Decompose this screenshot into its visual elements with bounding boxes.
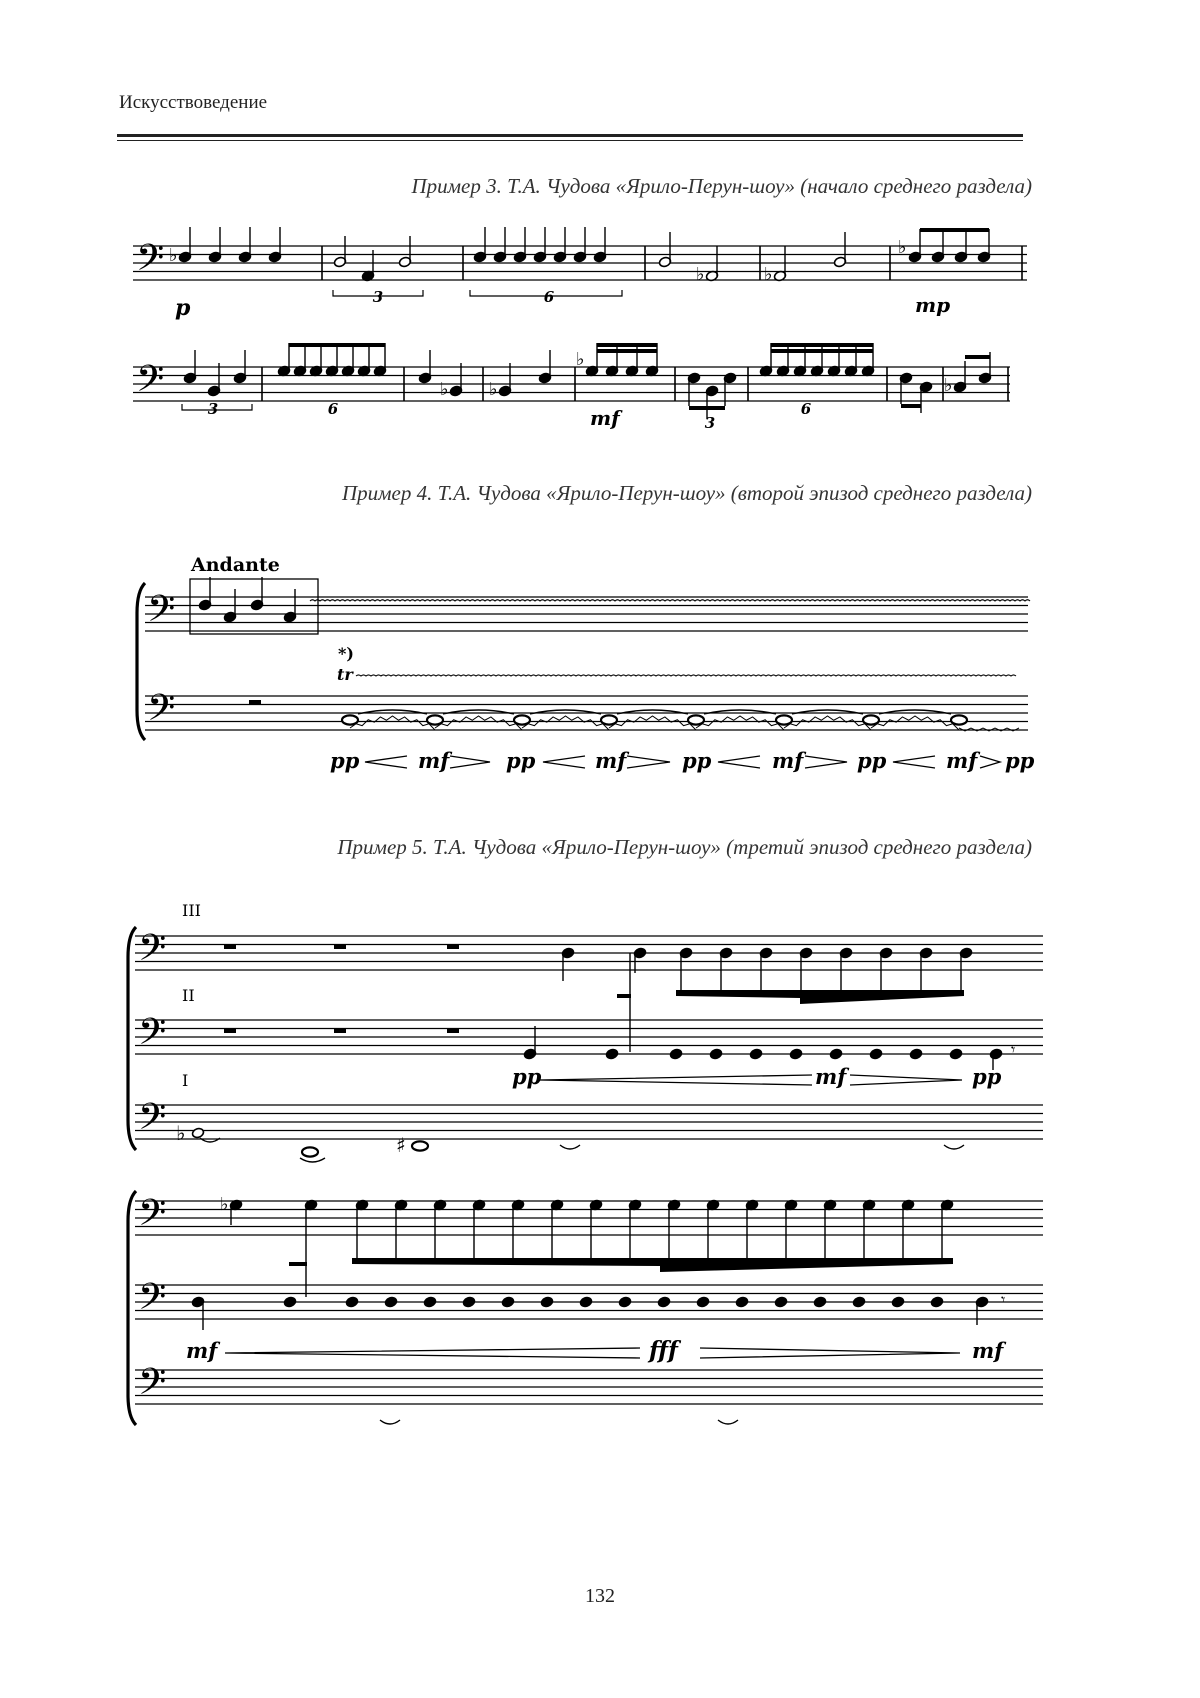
- glissando-line: [784, 716, 871, 730]
- decrescendo-hairpin: [450, 756, 490, 768]
- dynamic-marking: pp: [1005, 748, 1035, 773]
- tuplet-number: 3: [372, 288, 384, 306]
- bass-clef-icon: 𝄢: [138, 1192, 167, 1243]
- beam: [901, 404, 921, 408]
- half-rest: [447, 945, 459, 949]
- bass-clef-icon: 𝄢: [136, 237, 165, 288]
- flat-icon: ♭: [489, 379, 498, 400]
- eighth-rest-icon: 𝄾: [1011, 1042, 1016, 1059]
- note-head: [618, 1296, 631, 1308]
- note-head: [423, 1296, 436, 1308]
- note-head: [283, 1296, 296, 1308]
- glissando-line: [435, 716, 522, 730]
- trill-line: [310, 600, 1030, 601]
- beam: [597, 343, 657, 347]
- whole-note: [688, 715, 704, 724]
- running-title: Искусствоведение: [119, 92, 268, 113]
- glissando-line: [350, 716, 435, 730]
- crescendo-hairpin: [718, 756, 760, 768]
- beam: [289, 343, 385, 347]
- whole-note: [412, 1141, 428, 1150]
- note-head: [930, 1296, 943, 1308]
- decrescendo-hairpin: [850, 1075, 962, 1085]
- tempo-marking: Andante: [191, 554, 280, 576]
- note-head: [669, 1048, 682, 1060]
- glissando-line: [609, 716, 696, 730]
- beam: [352, 1258, 953, 1272]
- flat-icon: ♭: [696, 264, 705, 285]
- half-rest: [249, 700, 261, 704]
- whole-note: [776, 715, 792, 724]
- note-head: [735, 1296, 748, 1308]
- dynamic-marking: p: [175, 295, 191, 321]
- page-number: 132: [585, 1585, 615, 1607]
- whole-note: [427, 715, 443, 724]
- decrescendo-hairpin: [980, 756, 1000, 768]
- trill-line: [356, 675, 1016, 676]
- sharp-icon: ♯: [396, 1133, 406, 1157]
- dynamic-marking: mf: [946, 748, 978, 773]
- flat-icon: ♭: [440, 379, 449, 400]
- dynamic-marking: mf: [418, 748, 450, 773]
- beam: [920, 228, 989, 232]
- system-bracket: [128, 1191, 136, 1425]
- tuplet-number: 6: [327, 400, 339, 418]
- dynamic-marking: pp: [506, 748, 536, 773]
- tuplet-number: 6: [800, 400, 812, 418]
- note-head: [657, 1296, 670, 1308]
- flat-icon: ♭: [898, 237, 907, 258]
- note-head: [869, 1048, 882, 1060]
- trill-marking: tr: [337, 665, 353, 684]
- beam: [617, 994, 631, 998]
- example-3-caption: Пример 3. Т.А. Чудова «Ярило-Перун-шоу» (начало среднего раздела): [411, 174, 1032, 198]
- note-head: [789, 1048, 802, 1060]
- half-rest: [447, 1029, 459, 1033]
- dynamic-marking: pp: [857, 748, 887, 773]
- eighth-rest-icon: 𝄾: [1001, 1292, 1006, 1309]
- tuplet-number: 6: [543, 288, 555, 306]
- beam: [965, 355, 990, 359]
- bass-clef-icon: 𝄢: [138, 927, 167, 978]
- beam: [771, 343, 873, 347]
- whole-note: [601, 715, 617, 724]
- dynamic-marking: pp: [512, 1064, 542, 1089]
- decrescendo-hairpin: [627, 756, 670, 768]
- half-rest: [224, 945, 236, 949]
- dynamic-marking: mf: [590, 406, 620, 430]
- note-head: [345, 1296, 358, 1308]
- note-head: [949, 1048, 962, 1060]
- example-5-score: [128, 927, 1043, 1425]
- whole-note: [342, 715, 358, 724]
- voice-label-III: III: [182, 901, 201, 920]
- note-head: [501, 1296, 514, 1308]
- bass-clef-icon: 𝄢: [138, 1011, 167, 1062]
- note-head: [709, 1048, 722, 1060]
- note-head: [696, 1296, 709, 1308]
- glissando-line: [696, 716, 784, 730]
- voice-label-I: I: [182, 1071, 189, 1090]
- crescendo-hairpin: [365, 756, 407, 768]
- dynamic-marking: mf: [972, 1338, 1004, 1363]
- bass-clef-icon: 𝄢: [147, 687, 176, 738]
- half-rest: [334, 1029, 346, 1033]
- example-4-caption: Пример 4. Т.А. Чудова «Ярило-Перун-шоу» (второй эпизод среднего раздела): [341, 481, 1032, 505]
- dynamic-marking: mf: [186, 1338, 218, 1363]
- note-head: [749, 1048, 762, 1060]
- tuplet-number: 3: [207, 400, 219, 418]
- example-5-caption: Пример 5. Т.А. Чудова «Ярило-Перун-шоу» (третий эпизод среднего раздела): [337, 835, 1032, 859]
- flat-icon: ♭: [944, 375, 953, 396]
- beam: [676, 990, 964, 1004]
- dynamic-marking: mf: [595, 748, 627, 773]
- beam: [771, 349, 873, 353]
- note-head: [813, 1296, 826, 1308]
- bass-clef-icon: 𝄢: [138, 1096, 167, 1147]
- note-head: [579, 1296, 592, 1308]
- bass-clef-icon: 𝄢: [147, 588, 176, 639]
- example-4-score: [137, 577, 1030, 768]
- beam: [689, 406, 725, 410]
- dynamic-marking: pp: [330, 748, 360, 773]
- dynamic-marking: pp: [682, 748, 712, 773]
- tie: [300, 1158, 325, 1162]
- crescendo-hairpin: [225, 1348, 640, 1358]
- dynamic-marking: mp: [915, 293, 951, 317]
- whole-note: [951, 715, 967, 724]
- flat-icon: ♭: [169, 245, 178, 266]
- system-bracket: [128, 927, 136, 1150]
- note-head: [909, 1048, 922, 1060]
- tie: [718, 1420, 738, 1424]
- half-note: [191, 1127, 204, 1139]
- bass-clef-icon: 𝄢: [136, 358, 165, 409]
- note-head: [989, 1048, 1002, 1060]
- tuplet-number: 3: [704, 414, 716, 432]
- crescendo-hairpin: [893, 756, 935, 768]
- dynamic-marking: mf: [815, 1064, 847, 1089]
- whole-note: [302, 1147, 318, 1156]
- whole-note: [514, 715, 530, 724]
- tie: [944, 1145, 964, 1149]
- note-head: [605, 1048, 618, 1060]
- half-rest: [224, 1029, 236, 1033]
- glissando-line: [871, 716, 959, 730]
- whole-note: [863, 715, 879, 724]
- dynamic-marking: pp: [972, 1064, 1002, 1089]
- tie: [560, 1145, 580, 1149]
- note-head: [891, 1296, 904, 1308]
- glissando-line: [522, 716, 609, 730]
- note-head: [384, 1296, 397, 1308]
- bass-clef-icon: 𝄢: [138, 1276, 167, 1327]
- beam: [289, 1262, 307, 1266]
- note-head: [540, 1296, 553, 1308]
- flat-icon: ♭: [576, 349, 585, 370]
- flat-icon: ♭: [764, 264, 773, 285]
- dynamic-marking: fff: [649, 1337, 678, 1364]
- note-head: [774, 1296, 787, 1308]
- note-head: [852, 1296, 865, 1308]
- flat-icon: ♭: [220, 1194, 229, 1215]
- half-rest: [334, 945, 346, 949]
- bass-clef-icon: 𝄢: [138, 1361, 167, 1412]
- system-bracket: [137, 583, 145, 740]
- dynamic-marking: mf: [772, 748, 804, 773]
- beam: [597, 349, 657, 353]
- voice-label-II: II: [182, 986, 195, 1005]
- footnote-mark: *): [338, 644, 354, 663]
- decrescendo-hairpin: [700, 1348, 960, 1358]
- flat-icon: ♭: [176, 1121, 186, 1145]
- decrescendo-hairpin: [805, 756, 847, 768]
- crescendo-hairpin: [543, 756, 585, 768]
- tie: [380, 1420, 400, 1424]
- note-head: [829, 1048, 842, 1060]
- example-3-score: [133, 227, 1027, 419]
- crescendo-hairpin: [540, 1075, 812, 1085]
- note-head: [462, 1296, 475, 1308]
